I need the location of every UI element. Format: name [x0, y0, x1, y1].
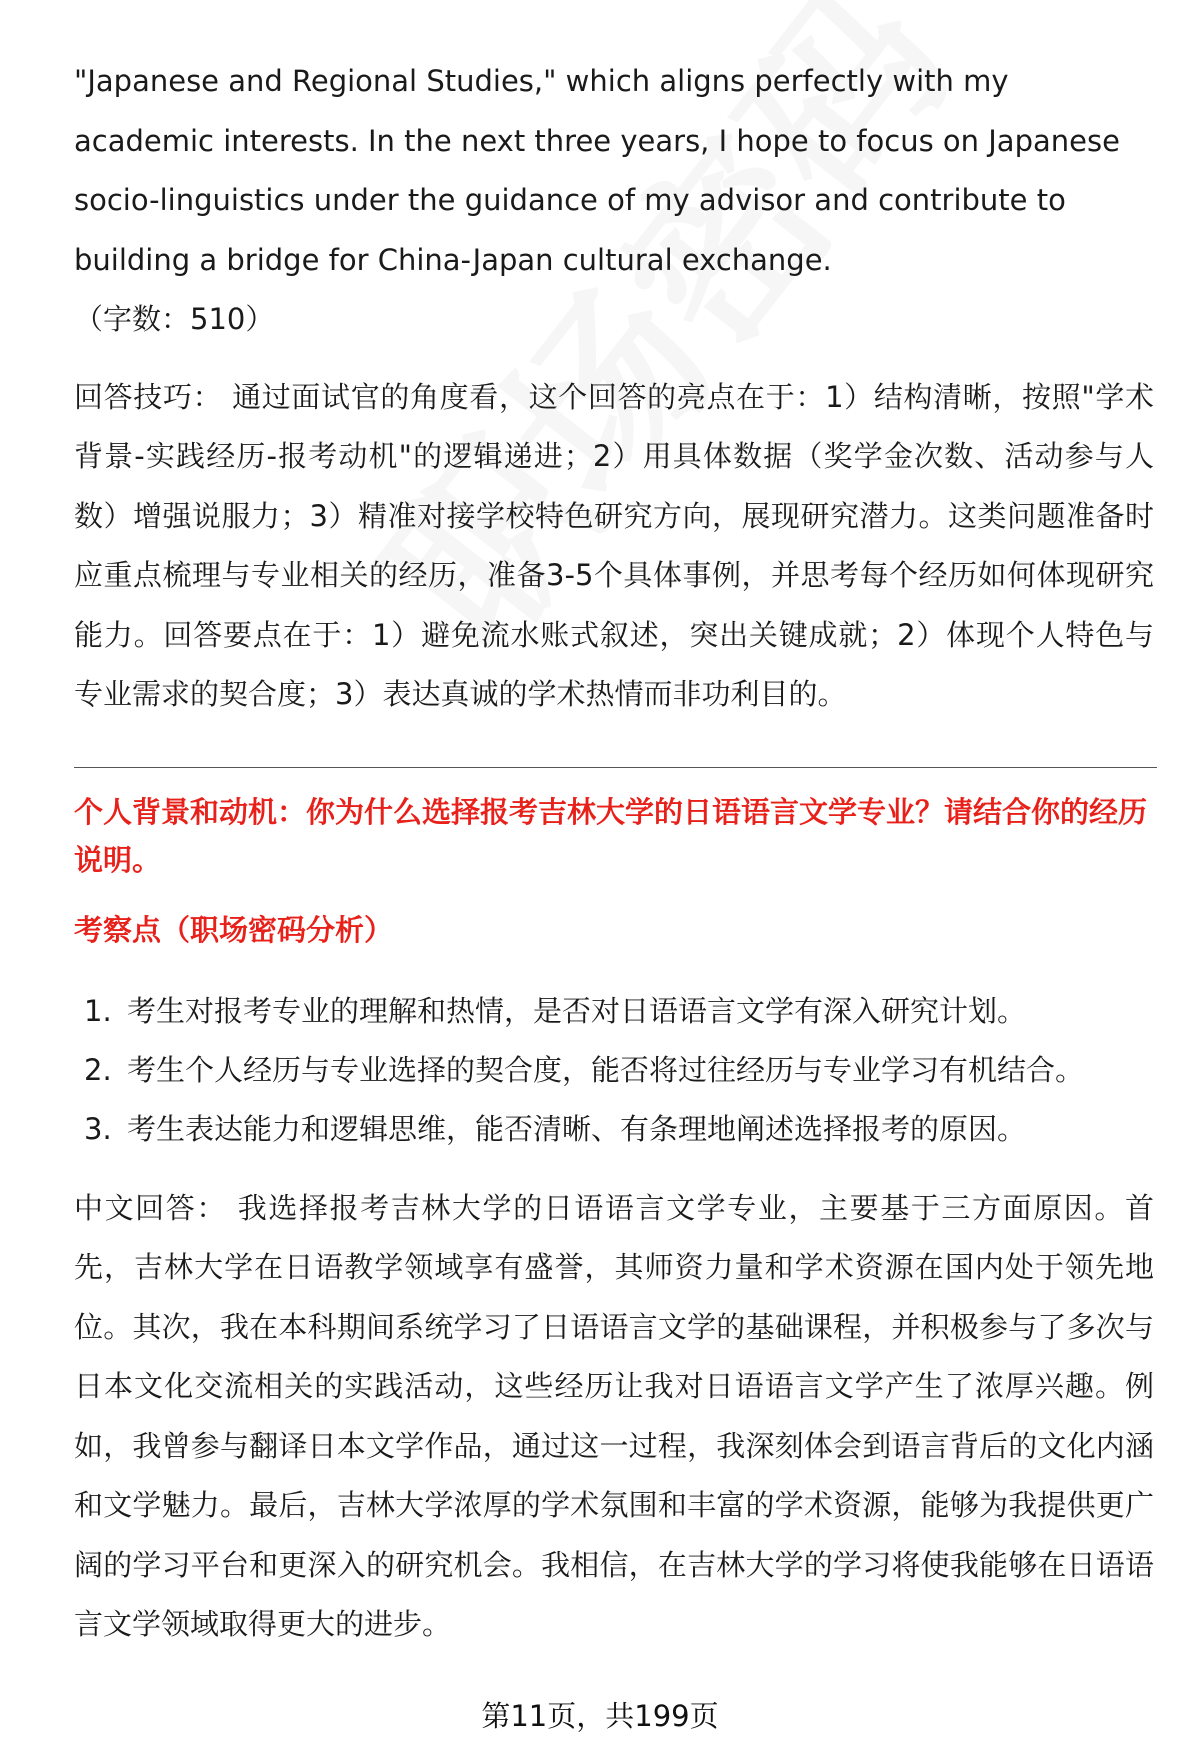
section-divider: [74, 767, 1157, 768]
tips-paragraph: 回答技巧： 通过面试官的角度看，这个回答的亮点在于：1）结构清晰，按照"学术背景-实践经历-报考动机"的逻辑递进；2）用具体数据（奖学金次数、活动参与人数）增强说服力；3）精准对接学校特色研究方向，展现研究潜力。这类问题准备时应重点梳理与专业相关的经历，准备3-5个具体事例，并思考每个经历如何体现研究能力。回答要点在于：1）避免流水账式叙述，突出关键成就；2）体现个人特色与专业需求的契合度；3）表达真诚的学术热情而非功利目的。: [74, 379, 1154, 711]
list-item-text: 考生对报考专业的理解和热情，是否对日语语言文学有深入研究计划。: [127, 993, 1027, 1028]
list-item: [74, 1100, 1154, 1159]
list-item-number: 2.: [84, 1052, 112, 1087]
word-count: （字数：510）: [74, 302, 275, 336]
list-item-number: 1.: [84, 993, 112, 1028]
list-item-text: 考生个人经历与专业选择的契合度，能否将过往经历与专业学习有机结合。: [127, 1052, 1085, 1087]
list-item: [74, 1041, 1154, 1100]
page-content: [74, 52, 1154, 1655]
list-item: [74, 982, 1154, 1041]
list-item-number: 3.: [84, 1111, 112, 1146]
page-number-footer: 第11页，共199页: [481, 1699, 719, 1733]
list-item-text: 考生表达能力和逻辑思维，能否清晰、有条理地阐述选择报考的原因。: [127, 1111, 1027, 1146]
answer-paragraph: 中文回答： 我选择报考吉林大学的日语语言文学专业，主要基于三方面原因。首先，吉林大学在日语教学领域享有盛誉，其师资力量和学术资源在国内处于领先地位。其次，我在本科期间系统学习了日语语言文学的基础课程，并积极参与了多次与日本文化交流相关的实践活动，这些经历让我对日语语言文学产生了浓厚兴趣。例如，我曾参与翻译日本文学作品，通过这一过程，我深刻体会到语言背后的文化内涵和文学魅力。最后，吉林大学浓厚的学术氛围和丰富的学术资源，能够为我提供更广阔的学习平台和更深入的研究机会。我相信，在吉林大学的学习将使我能够在日语语言文学领域取得更大的进步。: [74, 1190, 1154, 1641]
question-heading: 个人背景和动机：你为什么选择报考吉林大学的日语语言文学专业？请结合你的经历说明。: [74, 794, 1148, 877]
analysis-points-list: [74, 982, 1154, 1159]
intro-paragraph: "Japanese and Regional Studies," which aligns perfectly with my academic interests. In the next three years, I hope to focus on Japanese socio-linguistics under the guidance of my advisor and contribute to building a bridge for China-Japan cultural exchange.: [74, 64, 1120, 277]
analysis-title: 考察点（职场密码分析）: [74, 912, 394, 947]
